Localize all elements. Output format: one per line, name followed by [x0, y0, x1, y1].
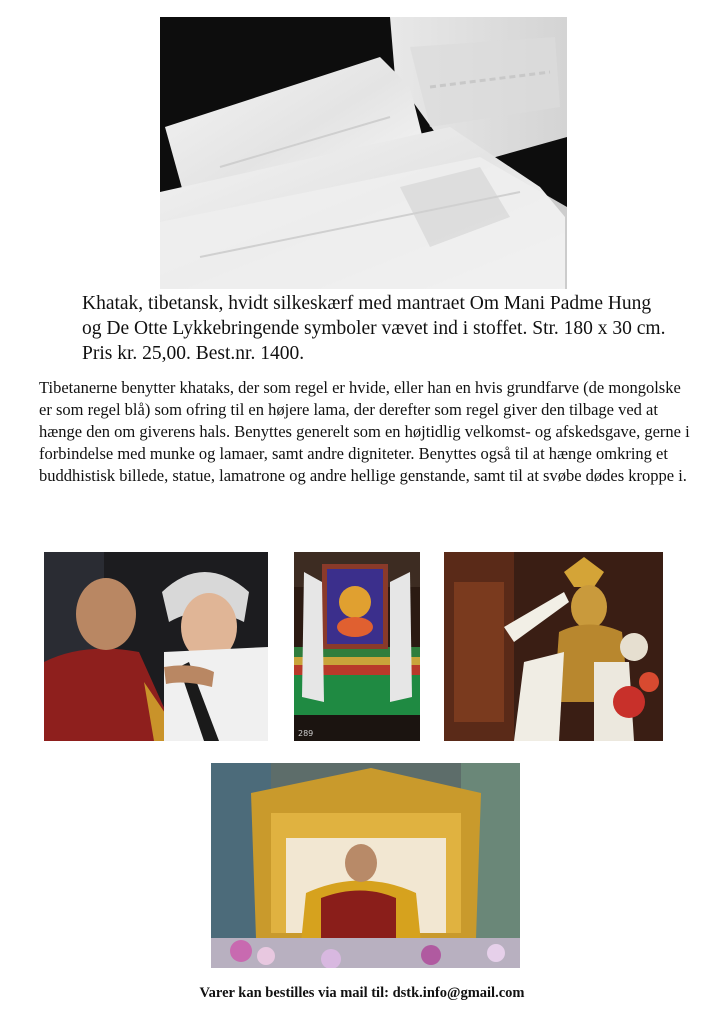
- thangka-photo: [294, 552, 420, 741]
- order-contact-line: Varer kan bestilles via mail til: dstk.info@gmail.com: [199, 985, 525, 1001]
- khata-description: Tibetanerne benytter khataks, der som regel er hvide, eller han en hvis grundfarve (de mongolske er som regel blå) som ofring til en højere lama, der derefter som regel giver den tilbage ved at hænge den om giverens hals. Benyttes generelt som en højtidlig velkomst- og afskedsgave, gerne i forbindelse med munke og lamaer, samt andre digniteter. Benyttes også til at hænge omkring et buddhistisk billede, statue, lamatrone og andre hellige genstande, samt til at svøbe dødes kroppe i.: [39, 378, 690, 485]
- greeting-photo: [44, 552, 268, 741]
- khata-scarf-photo: [160, 17, 567, 289]
- throne-photo: [211, 763, 520, 968]
- product-caption: Khatak, tibetansk, hvidt silkeskærf med mantraet Om Mani Padme Hung og De Otte Lykkebringende symboler vævet ind i stoffet. Str. 180 x 30 cm. Pris kr. 25,00. Best.nr. 1400.: [82, 293, 666, 364]
- thangka-corner-label: 289: [298, 729, 314, 738]
- statue-photo: [444, 552, 663, 741]
